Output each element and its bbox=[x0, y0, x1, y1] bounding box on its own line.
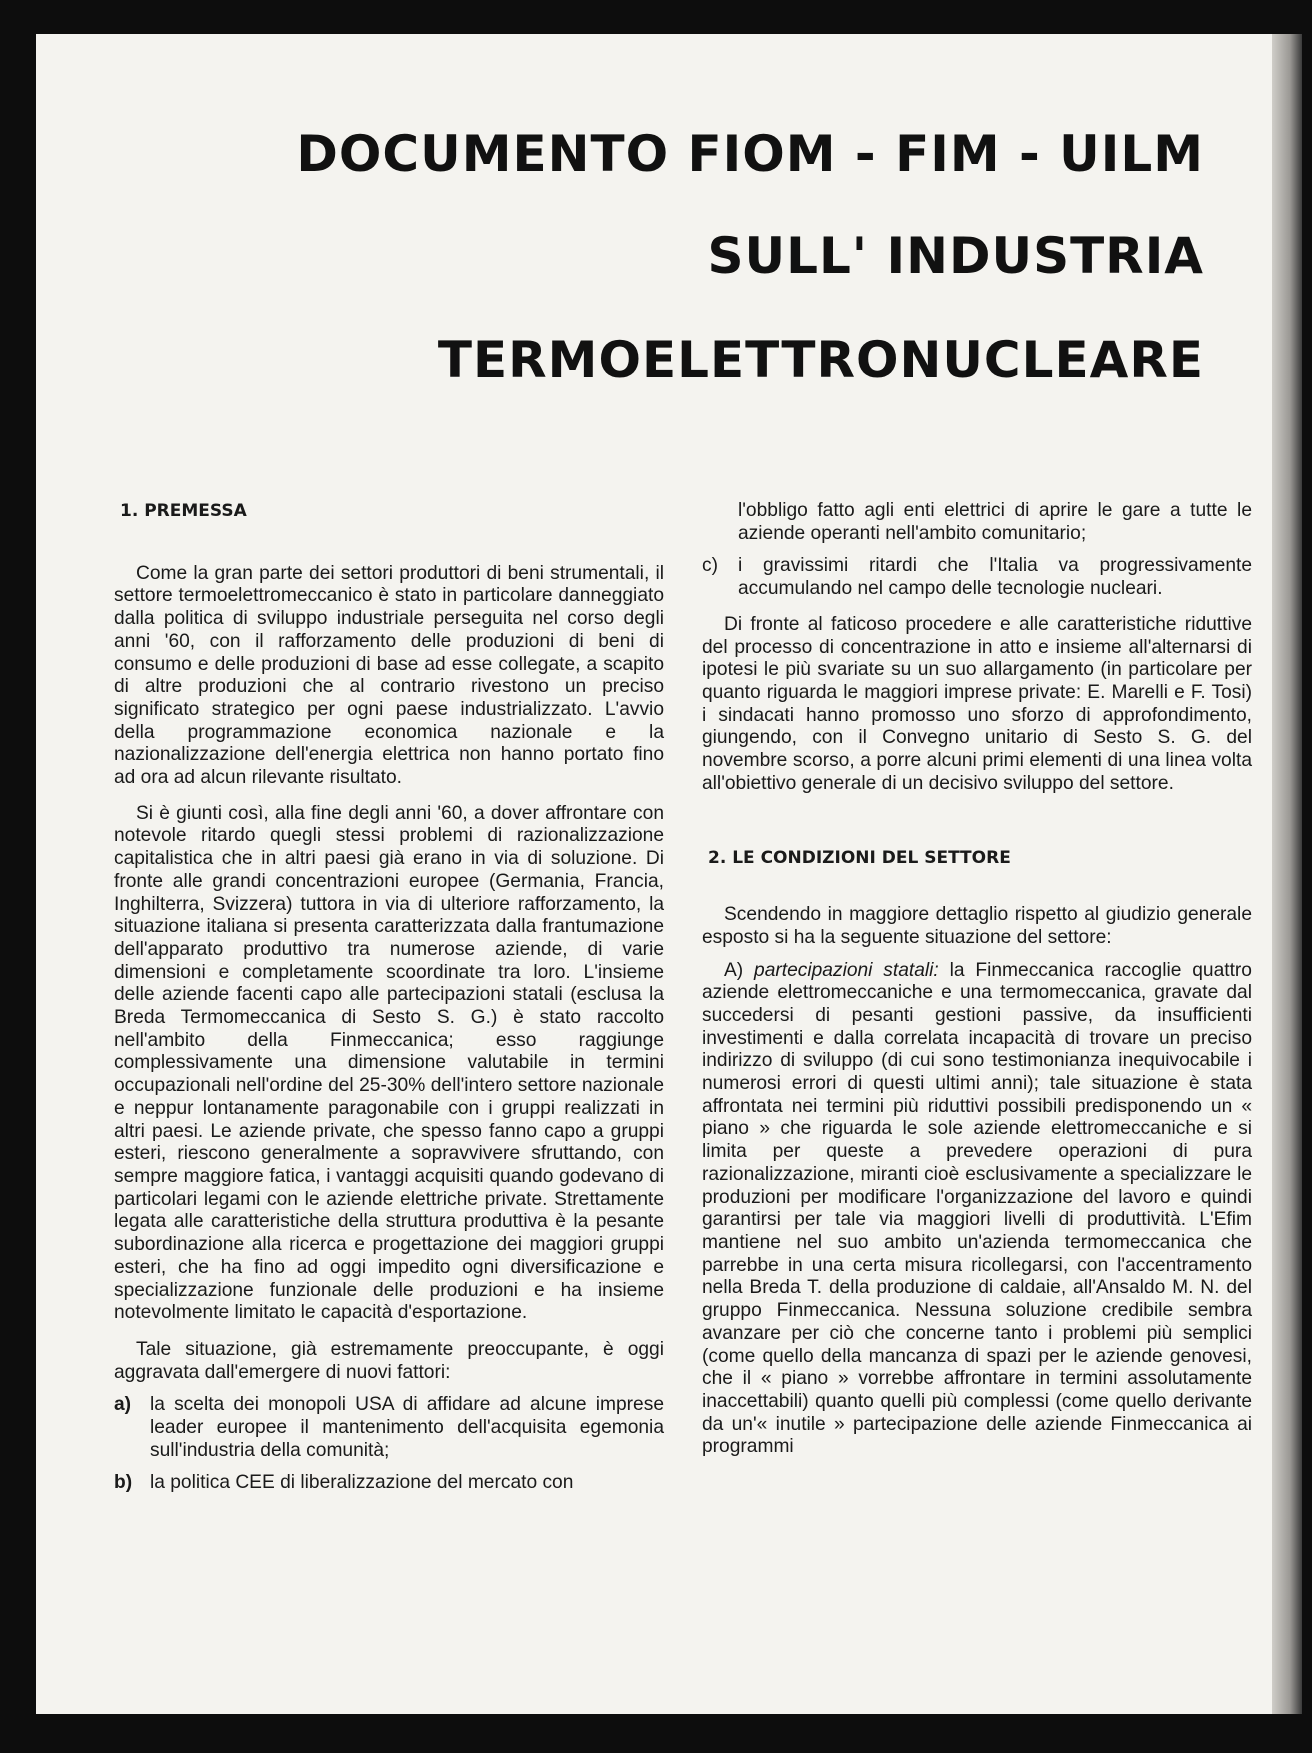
section-1-paragraph-3: Tale situazione, già estremamente preoccupante, è oggi aggravata dall'emergere di nuovi fattori: bbox=[114, 1338, 664, 1383]
title-line-2: SULL' INDUSTRIA bbox=[707, 227, 1204, 285]
left-column bbox=[114, 500, 664, 1495]
list-item-text: i gravissimi ritardi che l'Italia va progressivamente accumulando nel campo delle tecnologie nucleari. bbox=[738, 555, 1252, 600]
section-2-paragraph-2 bbox=[702, 960, 1252, 1459]
section-1-paragraph-1: Come la gran parte dei settori produttori di beni strumentali, il settore termoelettromeccanico è stato in particolare danneggiato dalla politica di sviluppo industriale perseguita nel corso degli anni '60, con il rafforzamento delle produzioni di beni di consumo e delle produzioni di base ad esse collegate, a scapito di altre produzioni che al contrario rivestono un preciso significato strategico per ogni paese industrializzato. L'avvio della programmazione economica nazionale e la nazionalizzazione dell'energia elettrica non hanno portato fino ad ora ad alcun rilevante risultato. bbox=[114, 562, 664, 789]
document-page bbox=[36, 34, 1272, 1714]
list-item-text: la politica CEE di liberalizzazione del mercato con bbox=[150, 1472, 574, 1494]
section-1-paragraph-2: Si è giunti così, alla fine degli anni '60, a dover affrontare con notevole ritardo quegli stessi problemi di razionalizzazione capitalistica che in altri paesi già erano in via di soluzione. Di fronte alle grandi concentrazioni europee (Germania, Francia, Inghilterra, Svizzera) tuttora in via di ulteriore rafforzamento, la situazione italiana si presenta caratterizzata dalla frantumazione dell'apparato produttivo tra numerose aziende, di varie dimensioni e completamente scoordinate tra loro. L'insieme delle aziende facenti capo alle partecipazioni statali (esclusa la Breda Termomeccanica di Sesto S. G.) è stato raccolto nell'ambito della Finmeccanica; esso raggiunge complessivamente una dimensione valutabile in termini occupazionali nell'ordine del 25-30% dell'intero settore nazionale e neppur lontanamente paragonabile con i gruppi realizzati in altri paesi. Le aziende private, che spesso fanno capo a gruppi esteri, riescono generalmente a sopravvivere sfruttando, con sempre maggiore fatica, i vantaggi acquisiti quando godevano di particolari legami con le aziende elettriche private. Strettamente legata alle caratteristiche della struttura produttiva è la pesante subordinazione alla ricerca e progettazione dei maggiori gruppi esteri, che ha fino ad oggi impedito ogni diversificazione e specializzazione funzionale delle produzioni e ha insieme notevolmente limitato le capacità d'esportazione. bbox=[114, 802, 664, 1324]
list-marker: a) bbox=[114, 1394, 132, 1416]
section-2-heading: 2. LE CONDIZIONI DEL SETTORE bbox=[708, 848, 1011, 869]
section-2-paragraph-1: Scendendo in maggiore dettaglio rispetto al giudizio generale esposto si ha la seguente situazione del settore: bbox=[702, 904, 1252, 948]
paragraph-lead: A) bbox=[724, 959, 755, 981]
list-item-text: la scelta dei monopoli USA di affidare ad alcune imprese leader europee il mantenimento dell'acquisita egemonia sull'industria della comunità; bbox=[150, 1394, 664, 1461]
list-marker: b) bbox=[114, 1472, 133, 1494]
section-1-heading: 1. PREMESSA bbox=[120, 501, 247, 521]
list-item-c bbox=[702, 555, 1252, 600]
right-column bbox=[702, 500, 1252, 1459]
page-edge bbox=[1272, 34, 1302, 1714]
list-marker: c) bbox=[702, 555, 718, 577]
list-item-b-continuation: l'obbligo fatto agli enti elettrici di aprire le gare a tutte le aziende operanti nell'ambito comunitario; bbox=[738, 500, 1252, 544]
list-item-a bbox=[114, 1394, 664, 1462]
italic-term: partecipazioni statali: bbox=[754, 959, 939, 981]
list-item-b bbox=[114, 1472, 664, 1495]
column-2-paragraph: Di fronte al faticoso procedere e alle caratteristiche riduttive del processo di concentrazione in atto e insieme all'alternarsi di ipotesi le più svariate su un suo allargamento (in particolare per quanto riguarda le maggiori imprese private: E. Marelli e F. Tosi) i sindacati hanno promosso uno sforzo di approfondimento, giungendo, con il Convegno unitario di Sesto S. G. del novembre scorso, a porre alcuni primi elementi di una linea volta all'obiettivo generale di un decisivo sviluppo del settore. bbox=[702, 613, 1252, 794]
title-line-3: TERMOELETTRONUCLEARE bbox=[437, 331, 1204, 389]
paragraph-body: la Finmeccanica raccoglie quattro aziende elettromeccaniche e una termomeccanica, gravate dal succedersi di pesanti gestioni passive, da insufficienti investimenti e dalla correlata incapacità di trovare un preciso indirizzo di sviluppo (di cui sono testimonianza inequivocabile i numerosi errori di questi ultimi anni); tale situazione è stata affrontata nei termini più riduttivi possibili predisponendo un « piano » che riguarda le sole aziende elettromeccaniche e si limita per queste a prevedere operazioni di pura razionalizzazione, miranti cioè esclusivamente a specializzare le produzioni per modificare l'organizzazione del lavoro e quindi garantirsi per tale via maggiori livelli di produttività. L'Efim mantiene nel suo ambito un'azienda termomeccanica che parrebbe in una certa misura ricollegarsi, con l'accentramento nella Breda T. della produzione di caldaie, all'Ansaldo M. N. del gruppo Finmeccanica. Nessuna soluzione credibile sembra avanzare per ciò che concerne tanto i problemi più semplici (come quello della mancanza di spazi per le aziende genovesi, che il « piano » vorrebbe affrontare in termini assolutamente inaccettabili) quanto quelli più complessi (come quello derivante da un'« inutile » partecipazione delle aziende Finmeccanica ai programmi bbox=[702, 959, 1252, 1458]
title-line-1: DOCUMENTO FIOM - FIM - UILM bbox=[296, 125, 1204, 183]
